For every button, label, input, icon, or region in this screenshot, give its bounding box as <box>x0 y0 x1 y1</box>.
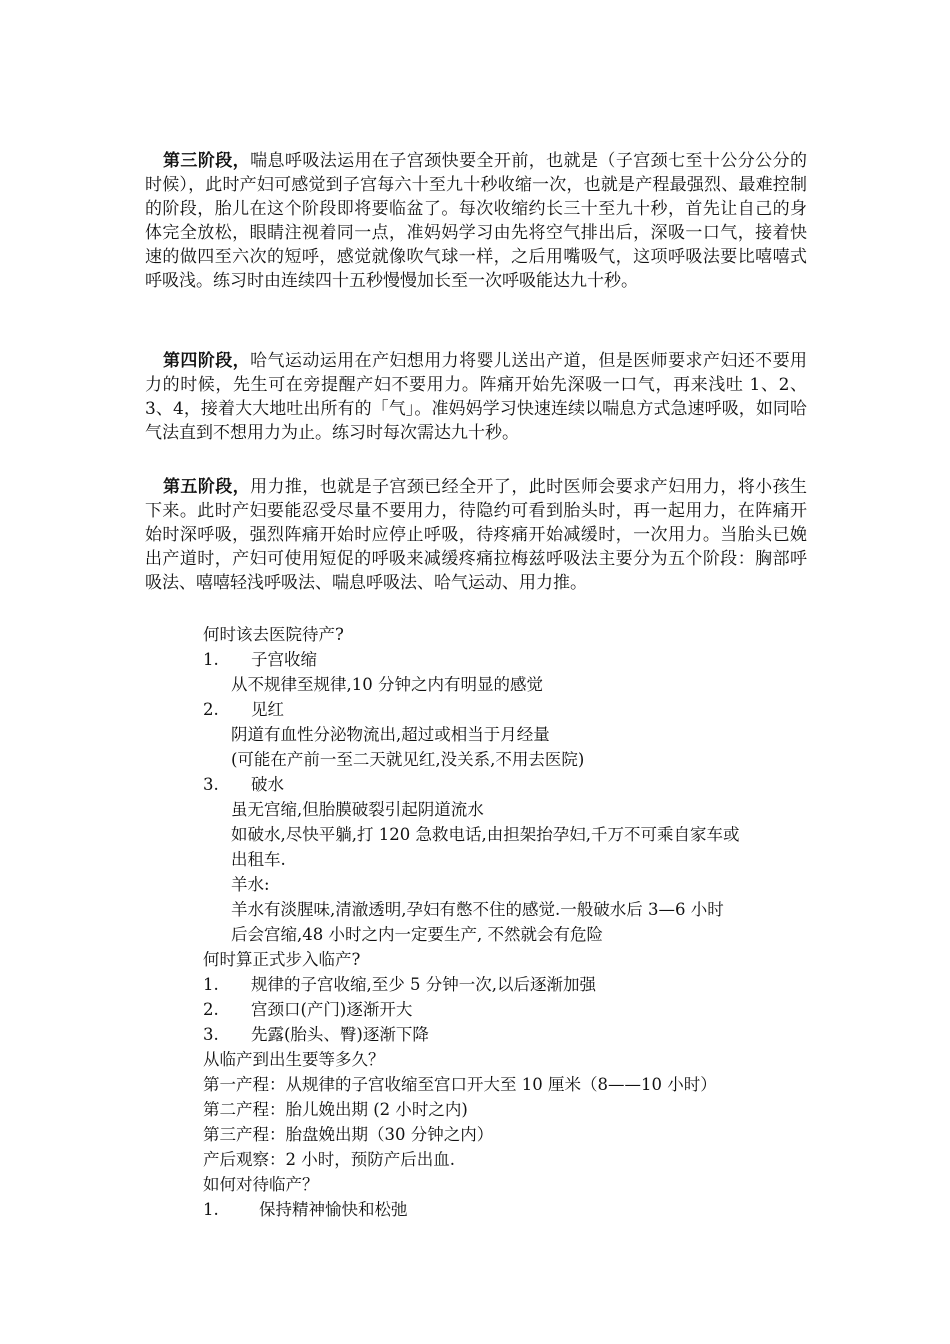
section-heading: 何时该去医院待产? <box>203 625 344 644</box>
detail-line: 羊水有淡腥味,清澈透明,孕妇有憋不住的感觉.一般破水后 3—6 小时 <box>231 900 724 919</box>
paragraph-heading: 第四阶段， <box>163 351 251 371</box>
labor-stage-line: 第二产程：胎儿娩出期 (2 小时之内) <box>203 1100 468 1119</box>
section-heading: 从临产到出生要等多久？ <box>203 1050 385 1069</box>
list-text: 宫颈口(产门)逐渐开大 <box>251 1000 413 1019</box>
paragraph-stage-three <box>145 149 807 293</box>
list-number: 2. <box>203 700 219 719</box>
paragraph-stage-four <box>145 349 807 445</box>
list-text: 先露(胎头、臀)逐渐下降 <box>251 1025 429 1044</box>
list-text: 保持精神愉快和松弛 <box>259 1200 408 1219</box>
list-text: 子宫收缩 <box>251 650 317 669</box>
list-text: 破水 <box>251 775 284 794</box>
detail-line: 阴道有血性分泌物流出,超过或相当于月经量 <box>231 725 550 744</box>
list-number: 3. <box>203 775 219 794</box>
paragraph-heading: 第五阶段， <box>163 477 251 497</box>
paragraph-text: 喘息呼吸法运用在子宫颈快要全开前，也就是（子宫颈七至十公分公分的时候），此时产妇可感觉到子宫每六十至九十秒收缩一次，也就是产程最强烈、最难控制的阶段，胎儿在这个阶段即将要临盆了。每次收缩约长三十至九十秒，首先让自己的身体完全放松，眼睛注视着同一点，准妈妈学习由先将空气排出后，深吸一口气，接着快速的做四至六次的短呼，感觉就像吹气球一样，之后用嘴吸气，这项呼吸法要比嘻嘻式呼吸浅。练习时由连续四十五秒慢慢加长至一次呼吸能达九十秒。 <box>145 151 808 291</box>
list-number: 1. <box>203 975 219 994</box>
section-heading: 何时算正式步入临产? <box>203 950 361 969</box>
list-number: 2. <box>203 1000 219 1019</box>
detail-line: 虽无宫缩,但胎膜破裂引起阴道流水 <box>231 800 484 819</box>
paragraph-text: 哈气运动运用在产妇想用力将婴儿送出产道，但是医师要求产妇还不要用力的时候，先生可在旁提醒产妇不要用力。阵痛开始先深吸一口气，再来浅吐 1、2、3、4，接着大大地吐出所有的「气」。准妈妈学习快速连续以喘息方式急速呼吸，如同哈气法直到不想用力为止。练习时每次需达九十秒。 <box>145 351 808 443</box>
detail-line: 羊水: <box>231 875 270 894</box>
labor-stage-line: 产后观察：2 小时，预防产后出血. <box>203 1150 455 1169</box>
paragraph-heading: 第三阶段， <box>163 151 251 171</box>
paragraph-stage-five <box>145 475 807 595</box>
labor-stage-line: 第一产程：从规律的子宫收缩至宫口开大至 10 厘米（8——10 小时） <box>203 1075 717 1094</box>
list-number: 1. <box>203 1200 219 1219</box>
list-number: 1. <box>203 650 219 669</box>
list-text: 见红 <box>251 700 284 719</box>
labor-stage-line: 第三产程：胎盘娩出期（30 分钟之内） <box>203 1125 494 1144</box>
list-text: 规律的子宫收缩,至少 5 分钟一次,以后逐渐加强 <box>251 975 596 994</box>
detail-line: 如破水,尽快平躺,打 120 急救电话,由担架抬孕妇,千万不可乘自家车或 <box>231 825 740 844</box>
detail-line: 从不规律至规律,10 分钟之内有明显的感觉 <box>231 675 543 694</box>
paragraph-text: 用力推，也就是子宫颈已经全开了，此时医师会要求产妇用力，将小孩生下来。此时产妇要能忍受尽量不要用力，待隐约可看到胎头时，再一起用力，在阵痛开始时深呼吸，强烈阵痛开始时应停止呼吸，待疼痛开始减缓时，一次用力。当胎头已娩出产道时，产妇可使用短促的呼吸来减缓疼痛拉梅兹呼吸法主要分为五个阶段：胸部呼吸法、嘻嘻轻浅呼吸法、喘息呼吸法、哈气运动、用力推。 <box>145 477 808 593</box>
detail-line: (可能在产前一至二天就见红,没关系,不用去医院) <box>231 750 585 769</box>
section-heading: 如何对待临产？ <box>203 1175 319 1194</box>
detail-line: 后会宫缩,48 小时之内一定要生产, 不然就会有危险 <box>231 925 603 944</box>
list-number: 3. <box>203 1025 219 1044</box>
detail-line: 出租车. <box>231 850 286 869</box>
